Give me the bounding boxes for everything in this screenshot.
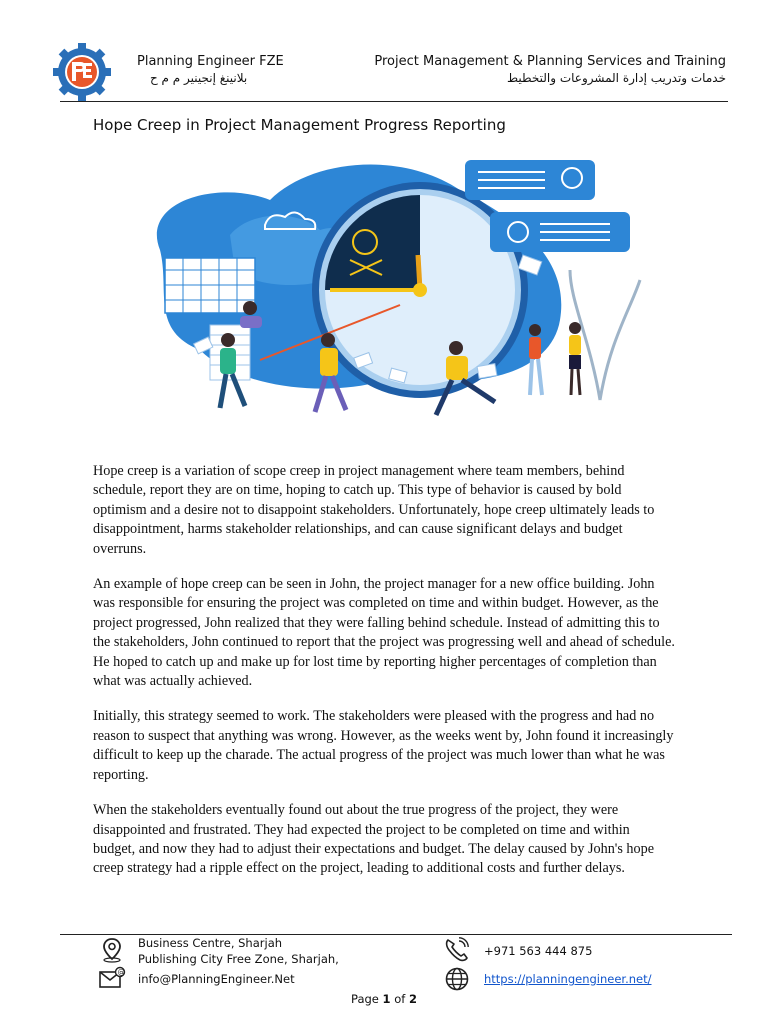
svg-text:@: @ (117, 968, 125, 977)
company-name: Planning Engineer FZE (137, 54, 284, 69)
company-name-arabic: بلانينغ إنجينير م م ح (150, 71, 248, 85)
page-number: Page 1 of 2 (351, 992, 417, 1006)
address-line-2: Publishing City Free Zone, Sharjah, (138, 952, 339, 966)
email-envelope-icon (98, 966, 126, 990)
phone-number: +971 563 444 875 (484, 944, 593, 958)
services-tagline: Project Management & Planning Services and Training (374, 54, 726, 69)
paragraph: Hope creep is a variation of scope creep in project management where team members, behind schedule, report they are on time, hoping to catch up. This type of behavior is caused by bold optimism and a desire not to disappoint stakeholders. Unfortunately, hope creep ultimately leads to disappointment, harms stakeholder relationships, and can cause significant delays and budget overruns. (93, 463, 655, 557)
phone-icon (443, 937, 471, 963)
total-pages: 2 (408, 992, 417, 1006)
page-header (0, 0, 768, 104)
gear-pe-logo-icon (52, 42, 112, 102)
hope-creep-illustration (100, 140, 660, 440)
address-line-1: Business Centre, Sharjah (138, 936, 283, 950)
document-title: Hope Creep in Project Management Progress Reporting (93, 116, 506, 134)
header-divider (60, 101, 728, 102)
chat-bubble-icon (465, 160, 595, 200)
person-figure (569, 322, 581, 395)
paragraph: An example of hope creep can be seen in John, the project manager for a new office building. John was responsible for ensuring the project was completed on time and within budget. However, as the project progressed, John realized that they were falling behind schedule. Instead of admitting this to the stakeholders, John continued to report that the project was progressing well and ahead of schedule. He hoped to catch up and make up for lost time by reporting higher percentages of completion than what was actually achieved. (93, 576, 675, 690)
services-tagline-arabic: خدمات وتدريب إدارة المشروعات والتخطيط (507, 71, 726, 85)
document-body (93, 462, 675, 895)
calendar-grid-icon (165, 258, 255, 313)
location-pin-icon (100, 937, 124, 963)
paragraph: Initially, this strategy seemed to work. The stakeholders were pleased with the progress and had no reason to suspect that anything was wrong. However, as the weeks went by, John found it increasingly difficult to keep up the charade. The actual progress of the project was much lower than what he was reporting. (93, 708, 674, 783)
email-link[interactable]: info@PlanningEngineer.Net (138, 972, 295, 986)
current-page: 1 (382, 992, 391, 1006)
globe-icon (445, 967, 469, 991)
paragraph: When the stakeholders eventually found out about the true progress of the project, they were disappointed and frustrated. They had expected the project to be completed on time and within budget, and now they had to adjust their expectations and budget. The delay caused by John's hope creep strategy had a ripple effect on the project, leading to additional costs and further delays. (93, 802, 654, 877)
chat-bubble-icon (490, 212, 630, 252)
website-link[interactable]: https://planningengineer.net/ (484, 972, 652, 986)
